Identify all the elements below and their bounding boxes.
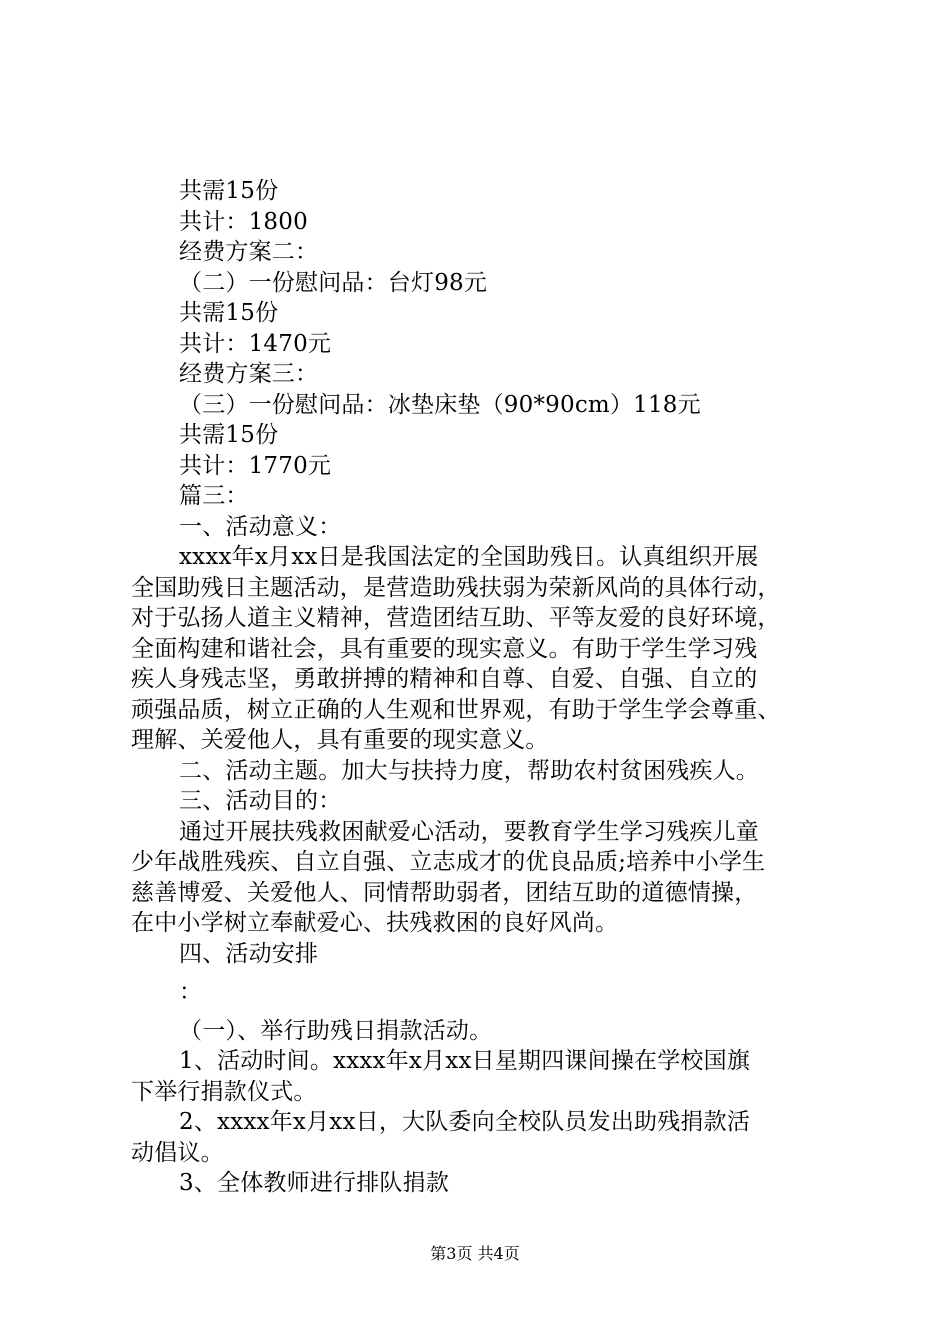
paragraph-line: 全面构建和谐社会，具有重要的现实意义。有助于学生学习残 <box>131 635 758 662</box>
text-line: 共需15份 <box>179 178 279 204</box>
list-item-line: 2、xxxx年x月xx日，大队委向全校队员发出助残捐款活 <box>179 1109 751 1135</box>
section-heading: 四、活动安排 <box>179 940 319 967</box>
paragraph-line: 通过开展扶残救困献爱心活动，要教育学生学习残疾儿童 <box>179 818 759 845</box>
paragraph-line: 对于弘扬人道主义精神，营造团结互助、平等友爱的良好环境， <box>131 605 781 631</box>
paragraph-line: xxxx年x月xx日是我国法定的全国助残日。认真组织开展 <box>179 544 759 570</box>
sub-heading: （一）、举行助残日捐款活动。 <box>179 1017 493 1044</box>
text-line: 经费方案二： <box>179 239 319 265</box>
text-line: 共需15份 <box>179 422 279 448</box>
page-footer: 第3页 共4页 <box>430 1244 520 1263</box>
text-line: 共计：1800 <box>179 208 308 235</box>
list-item-line: 下举行捐款仪式。 <box>131 1078 317 1105</box>
document-body <box>131 176 831 1199</box>
list-item-line: 3、全体教师进行排队捐款 <box>179 1170 450 1196</box>
section-heading: 一、活动意义： <box>179 513 342 540</box>
section-heading: 二、活动主题。加大与扶持力度，帮助农村贫困残疾人。 <box>179 757 759 784</box>
paragraph-line: 少年战胜残疾、自立自强、立志成才的优良品质;培养中小学生 <box>131 849 766 875</box>
list-item-line: 1、活动时间。xxxx年x月xx日星期四课间操在学校国旗 <box>179 1048 751 1074</box>
paragraph-line: 在中小学树立奉献爱心、扶残救困的良好风尚。 <box>131 910 619 936</box>
text-line: 共计：1770元 <box>179 452 332 479</box>
text-line: 共需15份 <box>179 300 279 326</box>
section-heading: 三、活动目的： <box>179 788 342 814</box>
paragraph-line: 疾人身残志坚，勇敢拼搏的精神和自尊、自爱、自强、自立的 <box>131 666 758 692</box>
text-line: ： <box>179 979 203 1005</box>
text-line: （三）一份慰问品：冰垫床垫（90*90cm）118元 <box>179 391 701 418</box>
section-heading: 篇三： <box>179 483 249 509</box>
paragraph-line: 理解、关爱他人，具有重要的现实意义。 <box>131 727 549 753</box>
text-line: （二）一份慰问品：台灯98元 <box>179 269 488 296</box>
paragraph-line: 顽强品质，树立正确的人生观和世界观，有助于学生学会尊重、 <box>131 696 781 723</box>
paragraph-line: 全国助残日主题活动，是营造助残扶弱为荣新风尚的具体行动， <box>131 574 781 601</box>
text-line: 经费方案三： <box>179 361 319 387</box>
paragraph-line: 慈善博爱、关爱他人、同情帮助弱者，团结互助的道德情操， <box>131 879 758 906</box>
text-line: 共计：1470元 <box>179 330 332 357</box>
list-item-line: 动倡议。 <box>131 1139 224 1166</box>
